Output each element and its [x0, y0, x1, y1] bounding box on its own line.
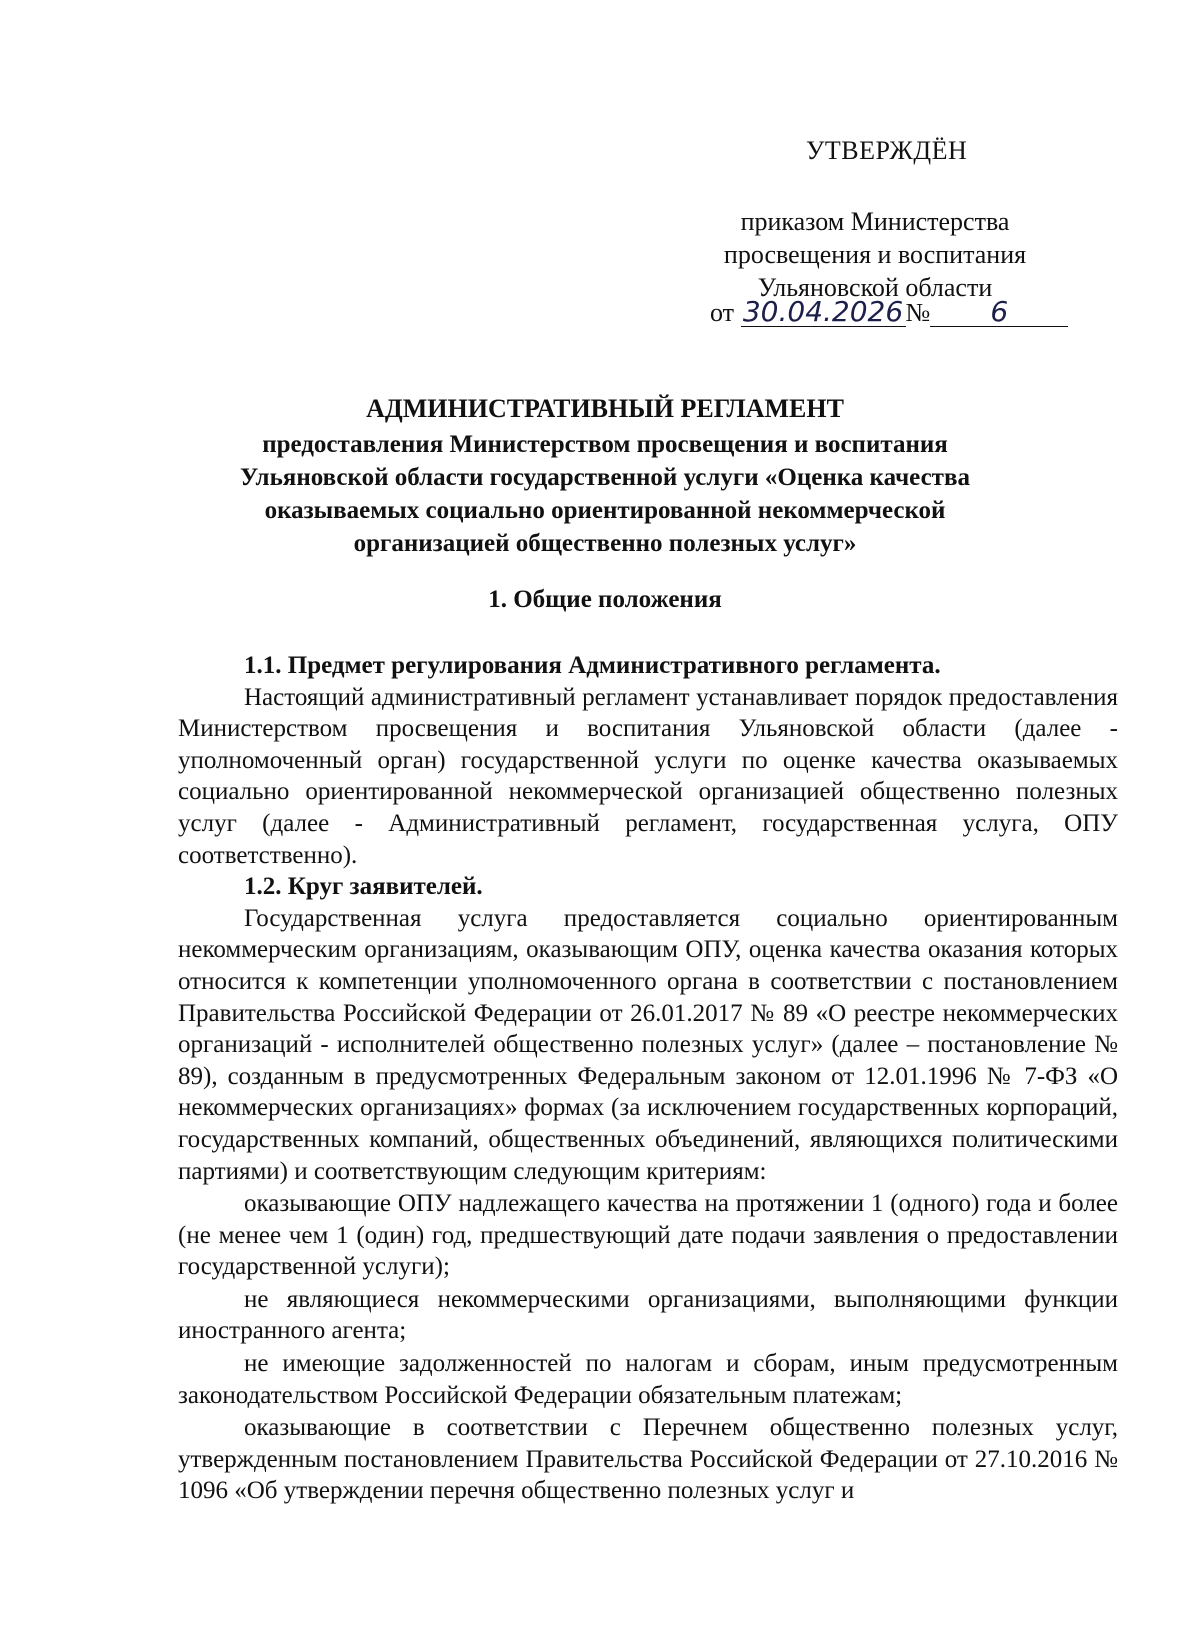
subsection-heading: 1.1. Предмет регулирования Административного регламента.	[244, 652, 941, 679]
subsection-heading: 1.2. Круг заявителей.	[244, 873, 483, 901]
document-title	[170, 392, 1040, 560]
title-subtitle-line: предоставления Министерством просвещения и воспитания	[262, 431, 948, 458]
approval-date-line	[710, 295, 1068, 328]
section-heading: 1. Общие положения	[488, 586, 722, 613]
number-sign: №	[905, 298, 931, 327]
handwritten-number: 6	[930, 298, 1068, 327]
paragraph: Государственная услуга предоставляется социально ориентированным некоммерческим организациям, оказывающим ОПУ, оценка качества оказания которых относится к компетенции уполномоченного органа в соответствии с постановлением Правительства Российской Федерации от 26.01.2017 № 89 «О реестре некоммерческих организаций - исполнителей общественно полезных услуг» (далее – постановление № 89), созданным в предусмотренных Федеральным законом от 12.01.1996 № 7-ФЗ «О некоммерческих организациях» формах (за исключением государственных корпораций, государственных компаний, общественных объединений, являющихся политическими партиями) и соответствующим следующим критериям:	[178, 904, 1118, 1185]
approval-block	[690, 205, 1060, 304]
criterion-paragraph: не имеющие задолженностей по налогам и сборам, иным предусмотренным законодательством Российской Федерации обязательным платежам;	[178, 1350, 1118, 1409]
criterion-paragraph: не являющиеся некоммерческими организациями, выполняющими функции иностранного агента;	[178, 1285, 1118, 1345]
paragraph: Настоящий административный регламент устанавливает порядок предоставления Министерством просвещения и воспитания Ульяновской области (далее - уполномоченный орган) государственной услуги по оценке качества оказываемых социально ориентированной некоммерческой организацией общественно полезных услуг (далее - Административный регламент, государственная услуга, ОПУ соответственно).	[178, 683, 1118, 869]
title-subtitle-line: оказываемых социально ориентированной некоммерческой	[264, 497, 946, 524]
approval-line: просвещения и воспитания	[723, 240, 1027, 269]
criterion-paragraph: оказывающие ОПУ надлежащего качества на протяжении 1 (одного) года и более (не менее чем 1 (один) год, предшествующий дате подачи заявления о предоставлении государственной услуги);	[178, 1190, 1118, 1281]
approval-line: Ульяновской области	[757, 273, 993, 302]
approval-stamp-title: УТВЕРЖДЁН	[806, 136, 968, 165]
handwritten-date: 30.04.2026	[741, 298, 906, 327]
date-prefix: от	[710, 298, 735, 327]
document-body	[178, 650, 1118, 1507]
title-subtitle-line: Ульяновской области государственной услуги «Оценка качества	[240, 464, 970, 491]
criterion-paragraph: оказывающие в соответствии с Перечнем общественно полезных услуг, утвержденным постановлением Правительства Российской Федерации от 27.10.2016 № 1096 «Об утверждении перечня общественно полезных услуг и	[178, 1414, 1118, 1505]
title-subtitle-line: организацией общественно полезных услуг»	[353, 530, 857, 557]
approval-line: приказом Министерства	[740, 207, 1010, 236]
title-main: АДМИНИСТРАТИВНЫЙ РЕГЛАМЕНТ	[366, 394, 844, 423]
